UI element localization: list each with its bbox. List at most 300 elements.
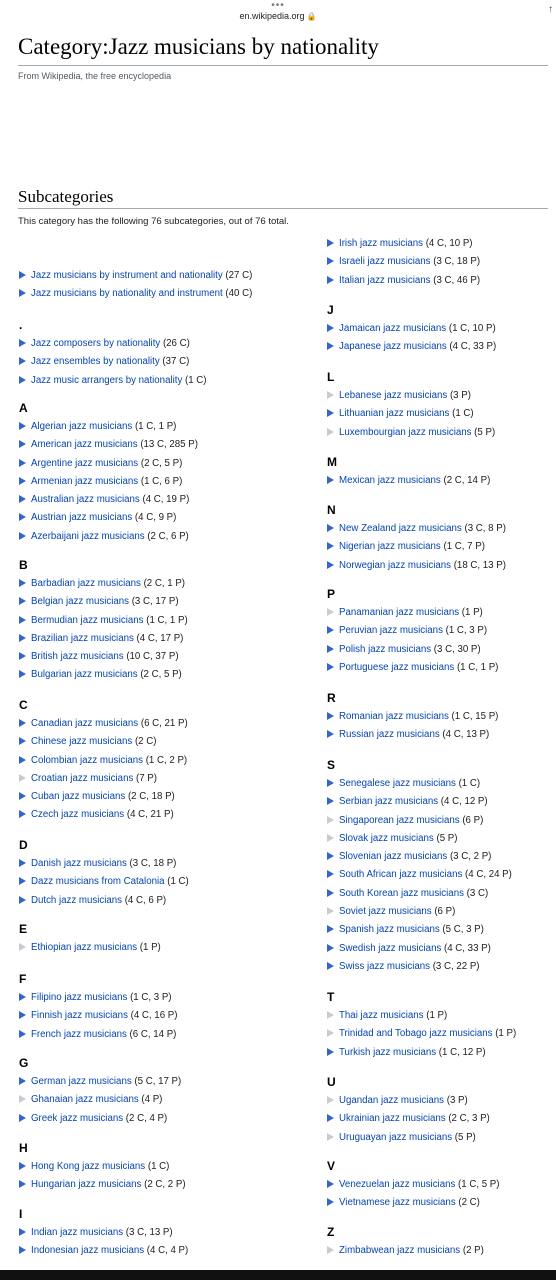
subcategory-link[interactable]: American jazz musicians — [31, 439, 138, 451]
subcategory-count: (5 C, 3 P) — [442, 924, 484, 936]
subcategory-link[interactable]: Jamaican jazz musicians — [339, 323, 447, 334]
expand-arrow-icon[interactable] — [327, 324, 334, 332]
subcategory-count: (1 C, 1 P) — [456, 661, 499, 673]
list-item — [19, 528, 198, 546]
list-item — [19, 593, 188, 611]
letter-heading: B — [19, 558, 28, 572]
expand-arrow-icon[interactable] — [19, 616, 26, 624]
subcategory-link[interactable]: Greek jazz musicians — [31, 1112, 124, 1124]
list-item — [19, 1073, 181, 1091]
list-item — [19, 1091, 181, 1109]
subcategory-link[interactable]: Zimbabwean jazz musicians — [339, 1245, 461, 1256]
subcategory-link[interactable]: Croatian jazz musicians — [31, 772, 134, 784]
subcategory-count: (1 P) — [495, 1028, 517, 1040]
subcategory-count: (1 C, 1 P) — [134, 421, 177, 432]
list-item — [327, 320, 496, 338]
list-item — [19, 436, 198, 454]
subcategory-link[interactable]: Jazz music arrangers by nationality — [31, 374, 183, 386]
subcategory-link[interactable]: Italian jazz musicians — [339, 274, 431, 286]
expand-arrow-icon[interactable] — [19, 896, 26, 904]
subcategory-count: (1 P) — [461, 607, 483, 618]
subcategory-link[interactable]: German jazz musicians — [31, 1076, 132, 1087]
expand-arrow-icon[interactable] — [19, 440, 26, 448]
expand-arrow-icon[interactable] — [327, 712, 334, 720]
list-item — [19, 1110, 181, 1128]
subcategory-count: (1 C, 3 P) — [445, 625, 488, 637]
expand-arrow-icon[interactable] — [19, 993, 26, 1001]
subcategory-link[interactable]: Soviet jazz musicians — [339, 906, 432, 918]
expand-arrow-icon[interactable] — [19, 289, 26, 297]
expand-arrow-icon[interactable] — [19, 1162, 26, 1170]
expand-arrow-icon[interactable] — [327, 342, 334, 350]
subcategory-link[interactable]: Panamanian jazz musicians — [339, 607, 460, 618]
empty-arrow-icon — [327, 391, 334, 399]
expand-arrow-icon[interactable] — [19, 339, 26, 347]
expand-arrow-icon[interactable] — [19, 792, 26, 800]
browser-address-bar — [0, 0, 556, 28]
expand-arrow-icon[interactable] — [327, 889, 334, 897]
letter-heading: V — [327, 1159, 336, 1173]
list-item — [19, 1176, 186, 1194]
subcategory-group — [327, 990, 516, 1062]
subcategory-count: (37 C) — [162, 356, 190, 368]
list-item — [327, 520, 506, 538]
section-heading: Subcategories — [18, 187, 114, 206]
list-item — [327, 1007, 516, 1025]
subcategory-count: (1 C) — [167, 876, 189, 888]
expand-arrow-icon[interactable] — [327, 779, 334, 787]
subcategory-count: (5 C, 17 P) — [134, 1076, 182, 1087]
subcategory-link[interactable]: French jazz musicians — [31, 1028, 127, 1040]
subcategory-link[interactable]: Finnish jazz musicians — [31, 1010, 128, 1022]
list-item — [19, 418, 198, 436]
letter-heading: J — [327, 303, 334, 317]
subcategory-link[interactable]: Lebanese jazz musicians — [339, 390, 448, 401]
subcategory-count: (18 C, 13 P) — [453, 559, 506, 571]
subcategory-link[interactable]: Venezuelan jazz musicians — [339, 1179, 456, 1190]
list-item — [19, 989, 177, 1007]
subcategory-link[interactable]: Indonesian jazz musicians — [31, 1245, 145, 1257]
expand-arrow-icon[interactable] — [327, 870, 334, 878]
subcategory-count: (3 C) — [466, 887, 489, 899]
empty-arrow-icon — [327, 1029, 334, 1037]
list-item — [327, 235, 480, 253]
list-item — [327, 338, 496, 356]
subcategory-group — [327, 1075, 490, 1147]
list-item — [19, 939, 161, 957]
expand-arrow-icon[interactable] — [19, 1011, 26, 1019]
section-divider — [18, 208, 548, 209]
expand-arrow-icon[interactable] — [19, 877, 26, 885]
subcategory-group — [19, 1056, 181, 1128]
subcategory-count: (1 P) — [139, 942, 161, 953]
expand-arrow-icon[interactable] — [19, 513, 26, 521]
letter-heading: S — [327, 758, 336, 772]
subcategory-link[interactable]: Bermudian jazz musicians — [31, 614, 144, 626]
subcategory-link[interactable]: Thai jazz musicians — [339, 1010, 424, 1021]
subcategory-count: (3 C, 8 P) — [464, 523, 506, 534]
list-item — [327, 1025, 516, 1043]
expand-arrow-icon[interactable] — [19, 1246, 26, 1254]
expand-arrow-icon[interactable] — [327, 542, 334, 550]
subcategory-link[interactable]: Czech jazz musicians — [31, 809, 125, 821]
subcategory-count: (1 P) — [426, 1010, 448, 1021]
empty-arrow-icon — [19, 1095, 26, 1103]
subcategory-count: (4 C, 4 P) — [146, 1245, 189, 1257]
subcategory-count: (4 C, 6 P) — [124, 894, 167, 906]
subcategory-count: (4 C, 9 P) — [134, 512, 177, 524]
subcategory-count: (2 C, 1 P) — [143, 578, 186, 589]
subcategory-count: (13 C, 285 P) — [140, 439, 198, 451]
subcategory-group — [19, 838, 189, 910]
subcategory-count: (2 C, 4 P) — [125, 1112, 168, 1124]
subcategory-link[interactable]: New Zealand jazz musicians — [339, 523, 462, 534]
expand-arrow-icon[interactable] — [327, 962, 334, 970]
subcategory-link[interactable]: Argentine jazz musicians — [31, 457, 139, 469]
expand-arrow-icon[interactable] — [19, 376, 26, 384]
subcategory-link[interactable]: Austrian jazz musicians — [31, 512, 133, 524]
subcategory-count: (1 C) — [185, 374, 207, 386]
subcategory-count: (2 C, 5 P) — [140, 457, 183, 469]
list-item — [19, 372, 207, 390]
expand-arrow-icon[interactable] — [19, 756, 26, 764]
list-item — [327, 1092, 490, 1110]
subcategory-link[interactable]: Turkish jazz musicians — [339, 1046, 437, 1058]
list-item — [327, 1110, 490, 1128]
subcategory-link[interactable]: Barbadian jazz musicians — [31, 578, 141, 589]
subcategory-link[interactable]: Portuguese jazz musicians — [339, 661, 455, 673]
subcategory-count: (3 C, 22 P) — [432, 960, 480, 972]
expand-arrow-icon[interactable] — [327, 852, 334, 860]
expand-arrow-icon[interactable] — [327, 1114, 334, 1122]
subcategory-link[interactable]: Ethiopian jazz musicians — [31, 942, 138, 953]
subcategory-link[interactable]: Slovak jazz musicians — [339, 832, 434, 844]
subcategory-count: (3 C, 13 P) — [125, 1227, 173, 1238]
subcategory-count: (1 C, 12 P) — [438, 1046, 486, 1058]
subcategory-link[interactable]: Vietnamese jazz musicians — [339, 1197, 456, 1209]
subcategory-count: (5 P) — [436, 832, 458, 844]
expand-arrow-icon[interactable] — [19, 1030, 26, 1038]
subcategory-group — [19, 401, 198, 546]
empty-arrow-icon — [327, 428, 334, 436]
expand-arrow-icon[interactable] — [327, 730, 334, 738]
subcategory-group — [327, 503, 506, 575]
expand-arrow-icon[interactable] — [19, 495, 26, 503]
subcategory-link[interactable]: Swiss jazz musicians — [339, 960, 430, 972]
expand-arrow-icon[interactable] — [327, 239, 334, 247]
expand-arrow-icon[interactable] — [19, 477, 26, 485]
subcategory-link[interactable]: Azerbaijani jazz musicians — [31, 530, 145, 542]
letter-heading: T — [327, 990, 335, 1004]
list-item — [19, 335, 207, 353]
expand-arrow-icon[interactable] — [19, 1114, 26, 1122]
subcategory-link[interactable]: Algerian jazz musicians — [31, 421, 133, 432]
empty-arrow-icon — [327, 1096, 334, 1104]
subcategory-count: (3 C, 18 P) — [433, 256, 481, 268]
list-item — [327, 272, 480, 290]
list-item — [327, 557, 506, 575]
expand-arrow-icon[interactable] — [327, 524, 334, 532]
title-divider — [18, 65, 548, 66]
subcategory-count: (2 P) — [462, 1245, 484, 1256]
subcategory-link[interactable]: Cuban jazz musicians — [31, 791, 126, 803]
subcategory-count: (4 C, 12 P) — [440, 796, 488, 808]
subcategory-link[interactable]: Peruvian jazz musicians — [339, 625, 443, 637]
subcategory-count: (1 C) — [147, 1161, 170, 1172]
expand-arrow-icon[interactable] — [327, 1180, 334, 1188]
subcategory-group — [19, 972, 177, 1044]
subcategory-count: (2 C, 2 P) — [144, 1179, 186, 1191]
subcategory-link[interactable]: Uruguayan jazz musicians — [339, 1131, 453, 1143]
subcategory-count: (4 C, 17 P) — [136, 632, 184, 644]
subcategory-count: (3 C, 46 P) — [433, 274, 481, 286]
subcategory-count: (7 P) — [136, 772, 157, 784]
expand-arrow-icon[interactable] — [327, 1198, 334, 1206]
subcategory-link[interactable]: Armenian jazz musicians — [31, 475, 139, 487]
bottom-bar — [0, 1270, 556, 1280]
list-item — [327, 659, 498, 677]
subcategory-link[interactable]: Australian jazz musicians — [31, 494, 140, 506]
list-item — [327, 848, 512, 866]
expand-arrow-icon[interactable] — [327, 276, 334, 284]
expand-arrow-icon[interactable] — [327, 476, 334, 484]
list-item — [19, 855, 189, 873]
empty-arrow-icon — [327, 608, 334, 616]
list-item — [327, 775, 512, 793]
list-item — [19, 1026, 177, 1044]
subcategory-count: (1 C, 10 P) — [448, 323, 496, 334]
subcategory-count: (4 C, 10 P) — [425, 238, 473, 249]
subcategory-group — [19, 318, 207, 390]
page-tagline: From Wikipedia, the free encyclopedia — [18, 71, 172, 81]
list-item — [19, 788, 188, 806]
expand-arrow-icon[interactable] — [19, 634, 26, 642]
list-item — [327, 885, 512, 903]
empty-arrow-icon — [327, 1246, 334, 1254]
letter-heading: H — [19, 1141, 28, 1155]
subcategory-link[interactable]: Bulgarian jazz musicians — [31, 669, 138, 681]
subcategory-link[interactable]: Norwegian jazz musicians — [339, 559, 451, 571]
subcategory-count: (4 C, 16 P) — [130, 1010, 178, 1022]
subcategory-link[interactable]: Slovenian jazz musicians — [339, 851, 448, 863]
subcategory-count: (4 C, 19 P) — [142, 494, 190, 506]
list-item — [19, 491, 198, 509]
list-item — [19, 715, 188, 733]
expand-arrow-icon[interactable] — [327, 797, 334, 805]
expand-arrow-icon[interactable] — [19, 810, 26, 818]
subcategory-link[interactable]: Colombian jazz musicians — [31, 754, 143, 766]
subcategory-link[interactable]: Japanese jazz musicians — [339, 341, 447, 353]
subcategory-count: (4 C, 24 P) — [465, 869, 512, 881]
subcategory-link[interactable]: Russian jazz musicians — [339, 729, 440, 741]
subcategory-link[interactable]: Swedish jazz musicians — [339, 942, 442, 954]
subcategory-link[interactable]: Polish jazz musicians — [339, 643, 432, 655]
subcategory-group — [19, 922, 161, 957]
list-item — [327, 812, 512, 830]
subcategory-count: (1 C, 2 P) — [145, 754, 188, 766]
subcategory-count: (3 C, 18 P) — [129, 858, 177, 869]
letter-heading: Z — [327, 1225, 335, 1239]
subcategory-link[interactable]: Belgian jazz musicians — [31, 596, 129, 608]
expand-arrow-icon[interactable] — [327, 257, 334, 265]
expand-arrow-icon[interactable] — [327, 561, 334, 569]
expand-arrow-icon[interactable] — [19, 1180, 26, 1188]
list-item — [327, 538, 506, 556]
subcategory-link[interactable]: Hong Kong jazz musicians — [31, 1161, 146, 1172]
subcategory-link[interactable]: Israeli jazz musicians — [339, 256, 431, 268]
subcategory-link[interactable]: Mexican jazz musicians — [339, 475, 441, 486]
empty-arrow-icon — [327, 1011, 334, 1019]
empty-arrow-icon — [19, 774, 26, 782]
subcategory-group — [327, 758, 512, 976]
tab-dots-icon[interactable]: ••• — [271, 0, 285, 11]
subcategory-link[interactable]: Canadian jazz musicians — [31, 718, 139, 729]
list-item — [19, 575, 188, 593]
subcategory-count: (1 C, 1 P) — [146, 614, 188, 626]
letter-heading: . — [19, 318, 23, 332]
expand-arrow-icon[interactable] — [19, 859, 26, 867]
expand-arrow-icon[interactable] — [19, 652, 26, 660]
subcategory-link[interactable]: Jazz composers by nationality — [31, 338, 161, 349]
list-item — [19, 752, 188, 770]
empty-arrow-icon — [327, 816, 334, 824]
lock-icon: 🔒 — [306, 12, 317, 21]
expand-arrow-icon[interactable] — [19, 719, 26, 727]
list-item — [327, 866, 512, 884]
subcategory-group — [327, 1159, 499, 1213]
expand-arrow-icon[interactable] — [327, 925, 334, 933]
share-icon[interactable]: ↑ — [548, 4, 553, 15]
subcategory-count: (1 C, 7 P) — [443, 541, 485, 553]
list-item — [327, 940, 512, 958]
subcategory-link[interactable]: British jazz musicians — [31, 651, 124, 663]
expand-arrow-icon[interactable] — [327, 663, 334, 671]
subcategory-link[interactable]: Dutch jazz musicians — [31, 894, 122, 906]
letter-heading: L — [327, 370, 335, 384]
expand-arrow-icon[interactable] — [327, 944, 334, 952]
subcategory-link[interactable]: Danish jazz musicians — [31, 858, 127, 869]
subcategory-link[interactable]: Ukrainian jazz musicians — [339, 1113, 446, 1125]
list-item — [327, 387, 495, 405]
expand-arrow-icon[interactable] — [327, 1048, 334, 1056]
list-item — [327, 1044, 516, 1062]
url-text: en.wikipedia.org — [239, 11, 305, 21]
expand-arrow-icon[interactable] — [19, 422, 26, 430]
expand-arrow-icon[interactable] — [327, 409, 334, 417]
expand-arrow-icon[interactable] — [19, 737, 26, 745]
subcategory-count: (3 C, 30 P) — [433, 643, 481, 655]
subcategory-link[interactable]: Spanish jazz musicians — [339, 924, 440, 936]
subcategory-link[interactable]: Chinese jazz musicians — [31, 736, 133, 748]
subcategory-link[interactable]: Romanian jazz musicians — [339, 711, 449, 722]
subcategory-count: (27 C) — [225, 270, 253, 281]
subcategory-link[interactable]: Filipino jazz musicians — [31, 992, 128, 1003]
expand-arrow-icon[interactable] — [19, 357, 26, 365]
list-item — [327, 604, 498, 622]
subcategory-link[interactable]: Brazilian jazz musicians — [31, 632, 134, 644]
subcategory-group — [327, 370, 495, 442]
letter-heading: P — [327, 587, 336, 601]
subcategory-link[interactable]: South African jazz musicians — [339, 869, 463, 881]
subcategory-group — [19, 558, 188, 685]
expand-arrow-icon[interactable] — [19, 1077, 26, 1085]
list-item — [19, 1242, 188, 1260]
list-item — [19, 770, 188, 788]
subcategory-count: (2 C, 3 P) — [448, 1113, 490, 1125]
expand-arrow-icon[interactable] — [327, 626, 334, 634]
subcategory-link[interactable]: Luxembourgian jazz musicians — [339, 426, 472, 438]
expand-arrow-icon[interactable] — [327, 645, 334, 653]
list-item — [327, 1242, 484, 1260]
address-url[interactable] — [0, 11, 556, 21]
list-item — [19, 873, 189, 891]
expand-arrow-icon[interactable] — [19, 459, 26, 467]
list-item — [19, 267, 252, 285]
subcategory-group — [19, 1141, 186, 1195]
subcategory-link[interactable]: Serbian jazz musicians — [339, 796, 439, 808]
list-item — [19, 666, 188, 684]
subcategory-link[interactable]: Senegalese jazz musicians — [339, 778, 456, 789]
subcategory-link[interactable]: Indian jazz musicians — [31, 1227, 124, 1238]
subcategory-link[interactable]: Jazz musicians by instrument and nationality — [31, 270, 223, 281]
expand-arrow-icon[interactable] — [19, 579, 26, 587]
subcategory-link[interactable]: Jazz ensembles by nationality — [31, 356, 160, 368]
expand-arrow-icon[interactable] — [19, 670, 26, 678]
empty-arrow-icon — [19, 943, 26, 951]
subcategory-link[interactable]: Ugandan jazz musicians — [339, 1095, 445, 1106]
subcategory-link[interactable]: Lithuanian jazz musicians — [339, 408, 450, 420]
subcategory-count: (6 C, 21 P) — [140, 718, 188, 729]
subcategory-link[interactable]: Trinidad and Tobago jazz musicians — [339, 1028, 493, 1040]
subcategory-link[interactable]: South Korean jazz musicians — [339, 887, 464, 899]
list-item — [19, 612, 188, 630]
letter-heading: C — [19, 698, 28, 712]
subcategory-count: (40 C) — [225, 288, 253, 300]
subcategory-group — [327, 1225, 484, 1260]
subcategory-link[interactable]: Singaporean jazz musicians — [339, 814, 460, 826]
subcategory-link[interactable]: Ghanaian jazz musicians — [31, 1094, 139, 1106]
letter-heading: R — [327, 691, 336, 705]
letter-heading: D — [19, 838, 28, 852]
subcategory-count: (26 C) — [162, 338, 190, 349]
expand-arrow-icon[interactable] — [19, 532, 26, 540]
expand-arrow-icon[interactable] — [19, 597, 26, 605]
subcategory-link[interactable]: Dazz musicians from Catalonia — [31, 876, 165, 888]
subcategory-link[interactable]: Jazz musicians by nationality and instrument — [31, 288, 223, 300]
subcategory-link[interactable]: Nigerian jazz musicians — [339, 541, 441, 553]
subcategory-link[interactable]: Hungarian jazz musicians — [31, 1179, 142, 1191]
subcategory-link[interactable]: Irish jazz musicians — [339, 238, 423, 249]
expand-arrow-icon[interactable] — [19, 271, 26, 279]
list-item — [19, 733, 188, 751]
subcategory-count: (4 C, 21 P) — [126, 809, 174, 821]
list-item — [19, 473, 198, 491]
list-item — [19, 648, 188, 666]
list-item — [19, 509, 198, 527]
letter-heading: G — [19, 1056, 29, 1070]
subcategory-count: (1 C) — [452, 408, 474, 420]
list-item — [19, 892, 189, 910]
subcategory-count: (1 C, 15 P) — [451, 711, 499, 722]
subcategory-count: (3 P) — [446, 1095, 468, 1106]
expand-arrow-icon[interactable] — [19, 1228, 26, 1236]
subcategory-count: (10 C, 37 P) — [126, 651, 179, 663]
subcategory-count: (6 C, 14 P) — [129, 1028, 177, 1040]
list-item — [327, 253, 480, 271]
subcategory-count: (1 C, 5 P) — [458, 1179, 500, 1190]
list-item — [19, 1158, 186, 1176]
subcategory-count: (4 C, 13 P) — [442, 729, 490, 741]
